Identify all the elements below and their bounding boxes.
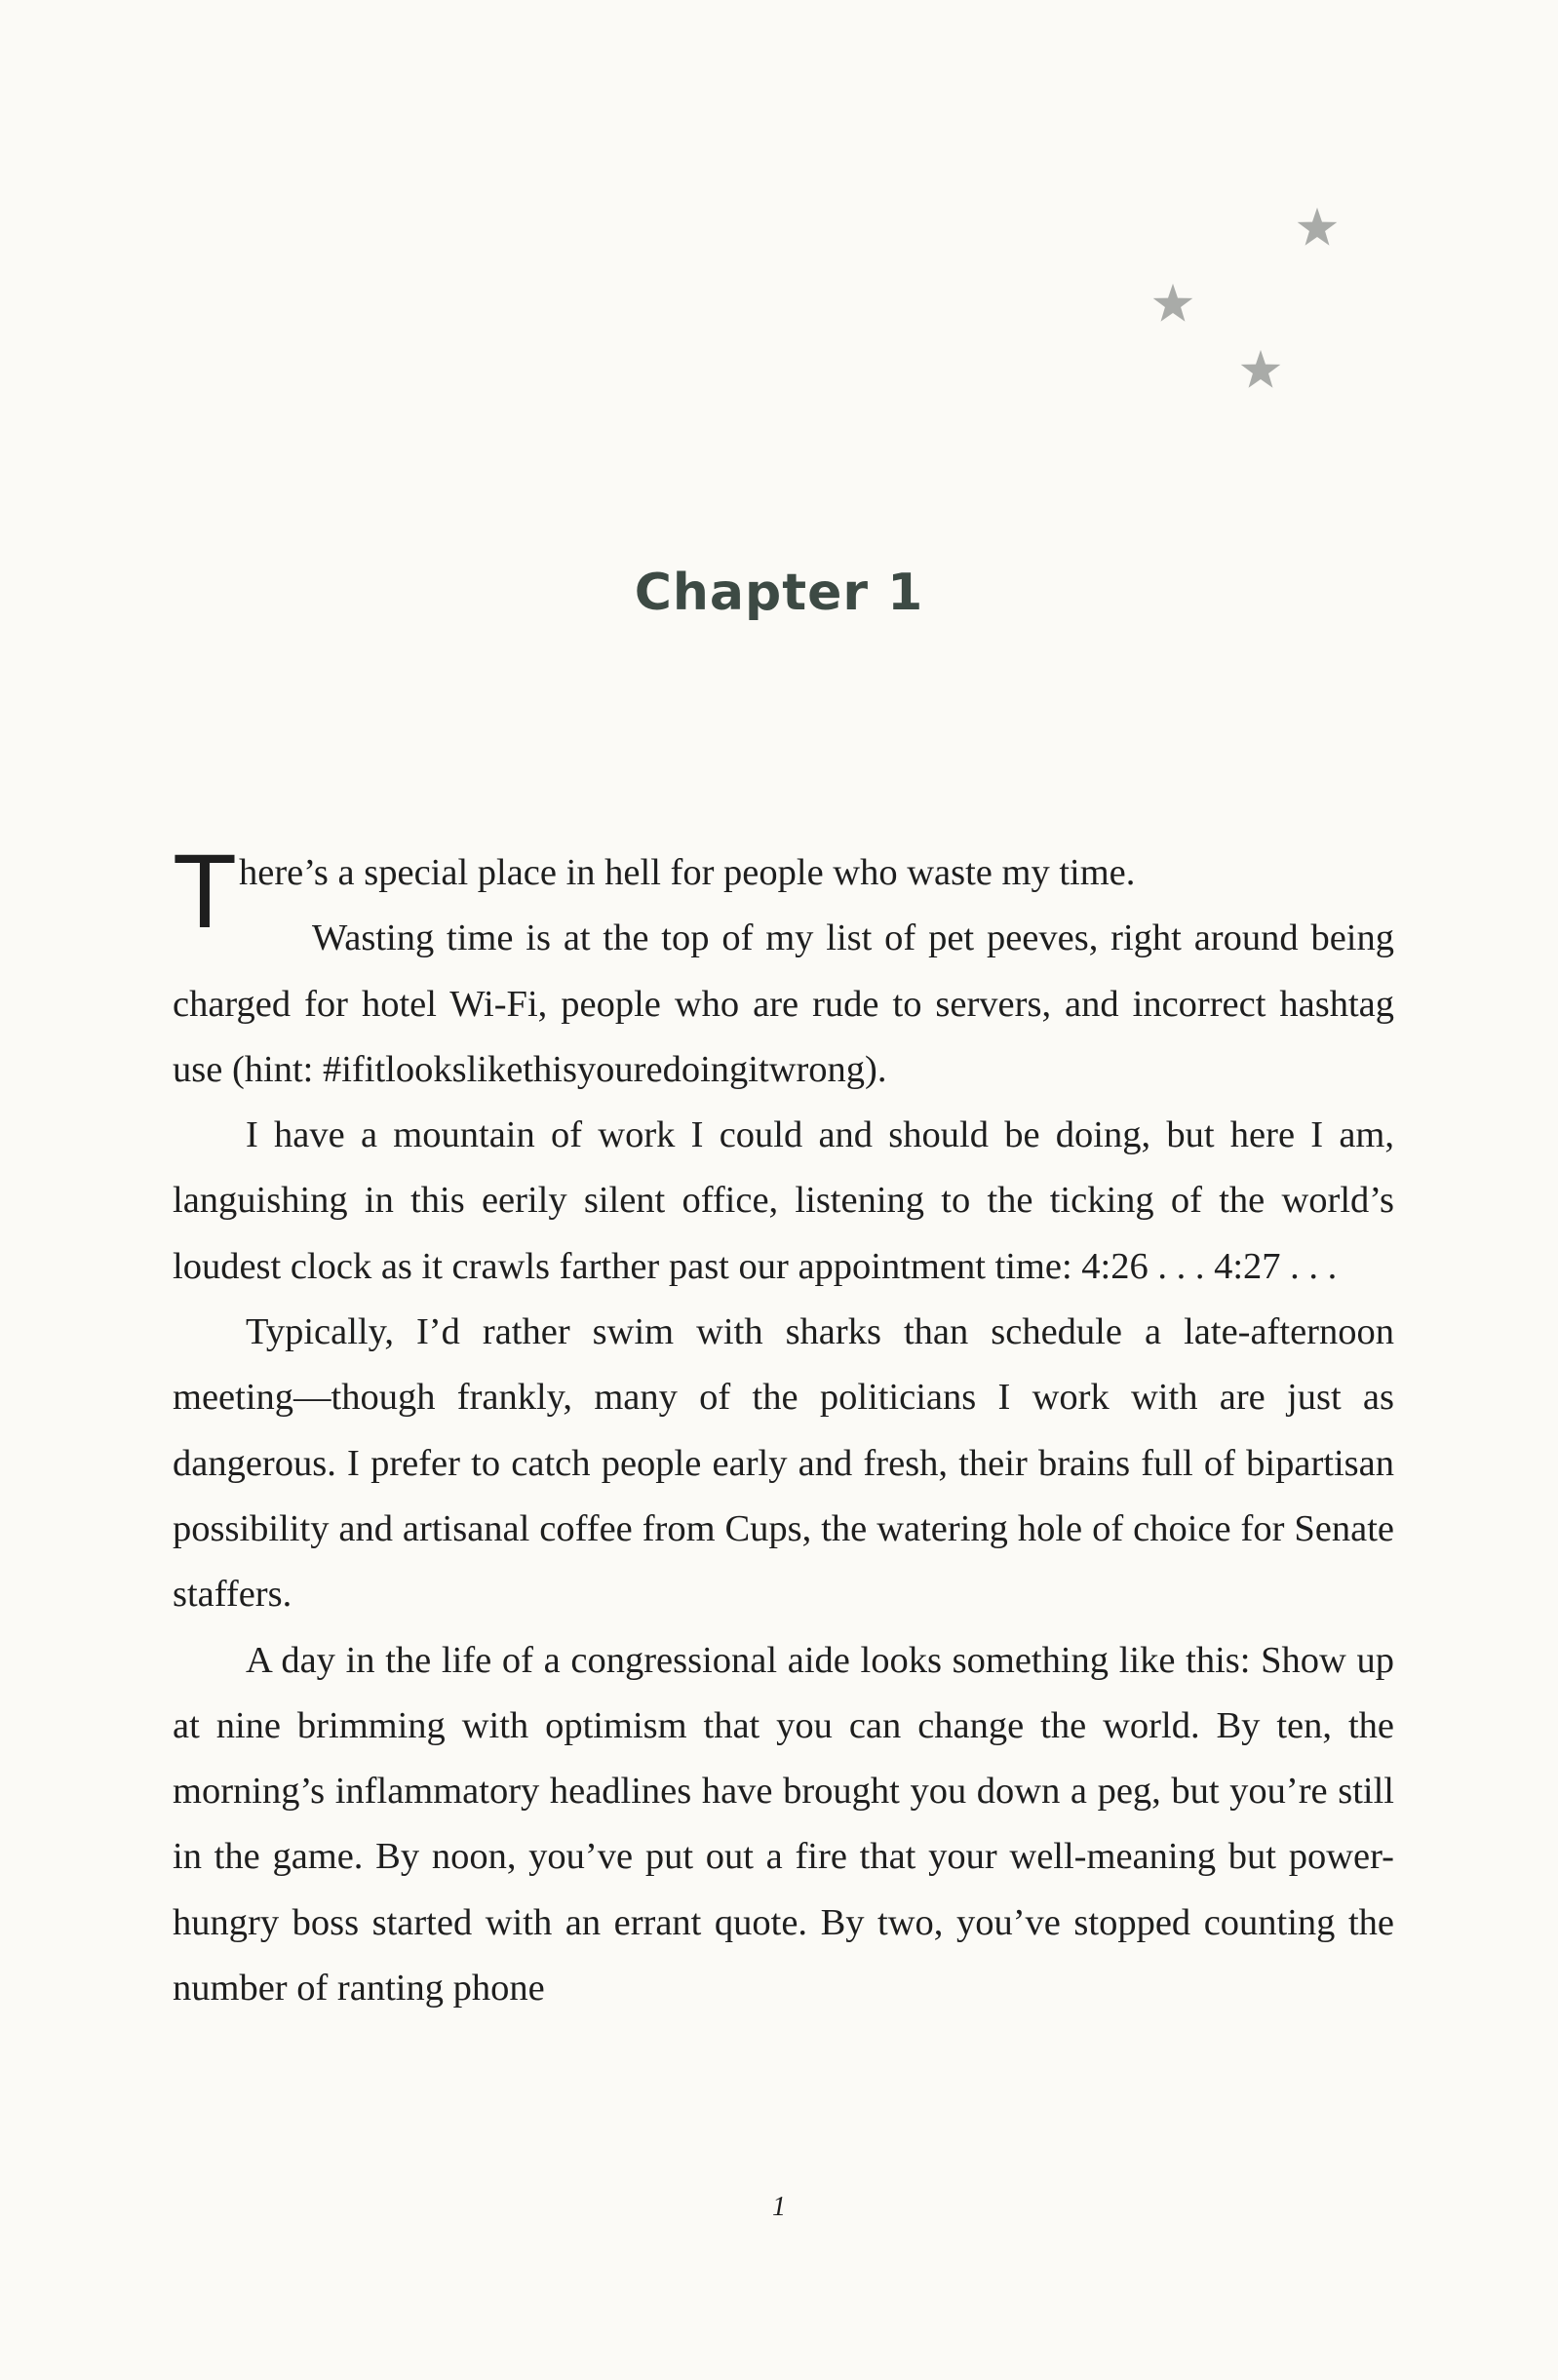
- opening-paragraph: [173, 832, 1394, 950]
- star-icon: [1295, 205, 1340, 250]
- star-icon: [1238, 347, 1283, 392]
- star-icon: [1150, 281, 1195, 326]
- page-number: 1: [772, 2192, 786, 2222]
- paragraph-text: here’s a special place in hell for people who waste my time.: [238, 852, 1136, 893]
- chapter-body: [173, 832, 1394, 2021]
- paragraph: I have a mountain of work I could and should be doing, but here I am, languishing in this eerily silent office, listening to the ticking of the world’s loudest clock as it crawls farther past our appointment time: 4:26 . . . 4:27 . . .: [173, 1114, 1394, 1287]
- star-ornament: [1150, 205, 1375, 400]
- paragraph: A day in the life of a congressional aide looks something like this: Show up at nine brimming with optimism that you can change the world. By ten, the morning’s inflammatory headlines have brought you down a peg, but you’re still in the game. By noon, you’ve put out a fire that your well-meaning but power-hungry boss started with an errant quote. By two, you’ve stopped counting the number of ranting phone: [173, 1639, 1394, 2009]
- chapter-title: Chapter 1: [634, 564, 924, 622]
- drop-cap: T: [173, 832, 237, 950]
- paragraph: Wasting time is at the top of my list of pet peeves, right around being charged for hotel Wi-Fi, people who are rude to servers, and incorrect hashtag use (hint: #ifitlookslikethisyouredoingitwrong).: [173, 917, 1394, 1090]
- paragraph: Typically, I’d rather swim with sharks than schedule a late-afternoon meeting—though frankly, many of the politicians I work with are just as dangerous. I prefer to catch people early and fresh, their brains full of bipartisan possibility and artisanal coffee from Cups, the watering hole of choice for Senate staffers.: [173, 1311, 1394, 1616]
